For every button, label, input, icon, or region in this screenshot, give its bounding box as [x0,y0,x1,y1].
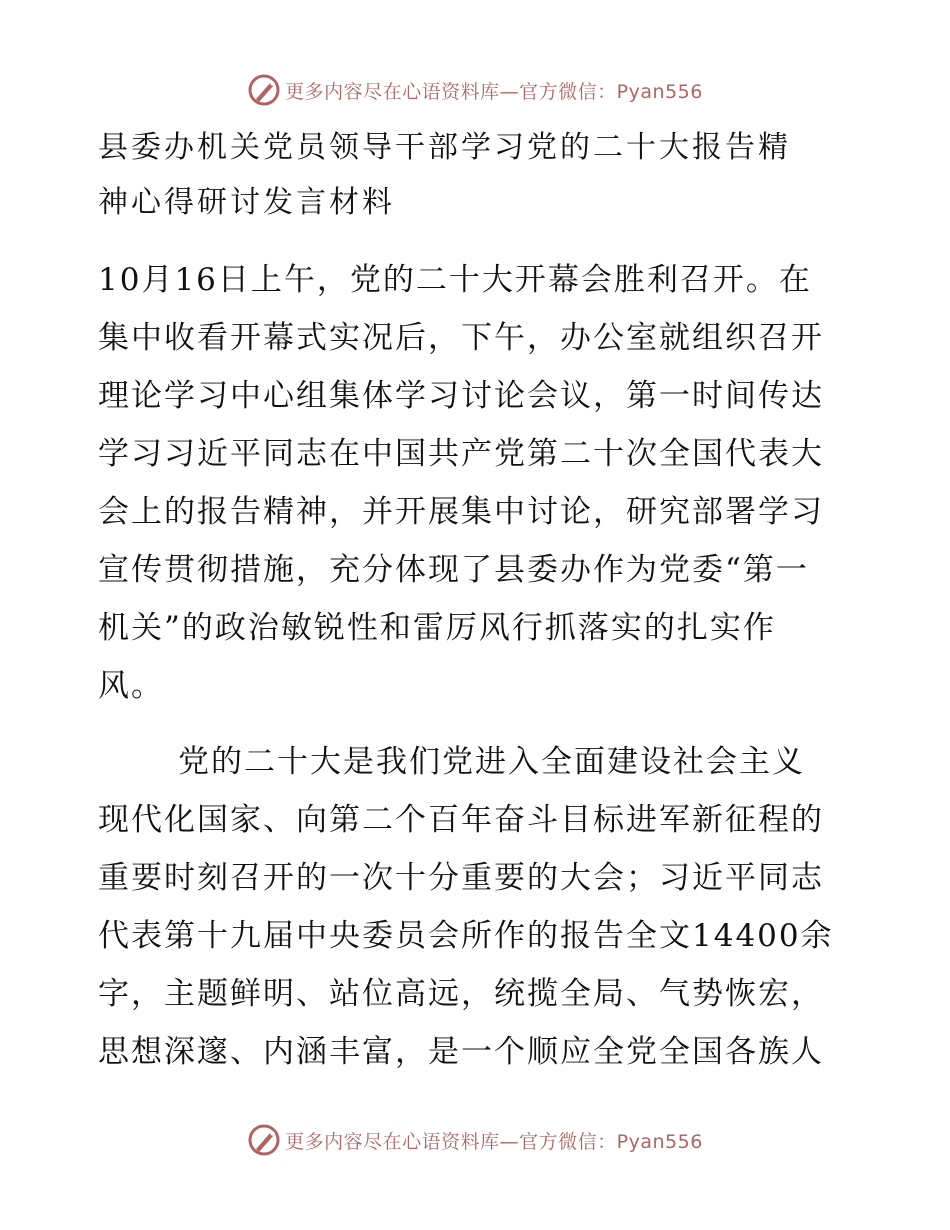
text-line: 代表第十九届中央委员会所作的报告全文14400余 [98,918,834,954]
text-line: 字，主题鲜明、站位高远，统揽全局、气势恢宏， [98,976,824,1012]
watermark-text: 更多内容尽在心语资料库—官方微信：Pyan556 [285,80,703,103]
text-line: 重要时刻召开的一次十分重要的大会；习近平同志 [98,860,824,896]
text-line: 学习习近平同志在中国共产党第二十次全国代表大 [98,436,824,472]
text-line: 现代化国家、向第二个百年奋斗目标进军新征程的 [98,802,824,838]
watermark-text: 更多内容尽在心语资料库—官方微信：Pyan556 [285,1130,703,1153]
title-line: 县委办机关党员领导干部学习党的二十大报告精 [98,130,791,165]
text-line: 会上的报告精神，并开展集中讨论，研究部署学习 [98,494,824,530]
text-line: 机关”的政治敏锐性和雷厉风行抓落实的扎实作 [98,610,776,646]
header-watermark [0,70,950,110]
text-line: 10月16日上午，党的二十大开幕会胜利召开。在 [98,262,812,298]
pen-logo-icon [247,1123,281,1157]
pen-logo-icon [247,73,281,107]
text-line: 理论学习中心组集体学习讨论会议，第一时间传达 [98,378,824,414]
text-line: 党的二十大是我们党进入全面建设社会主义 [178,744,805,780]
text-line: 宣传贯彻措施，充分体现了县委办作为党委“第一 [98,552,809,588]
text-line: 集中收看开幕式实况后，下午，办公室就组织召开 [98,320,824,356]
footer-watermark [0,1120,950,1160]
text-line: 风。 [98,668,164,704]
text-line: 思想深邃、内涵丰富，是一个顺应全党全国各族人 [98,1034,824,1070]
title-line: 神心得研讨发言材料 [98,185,395,220]
